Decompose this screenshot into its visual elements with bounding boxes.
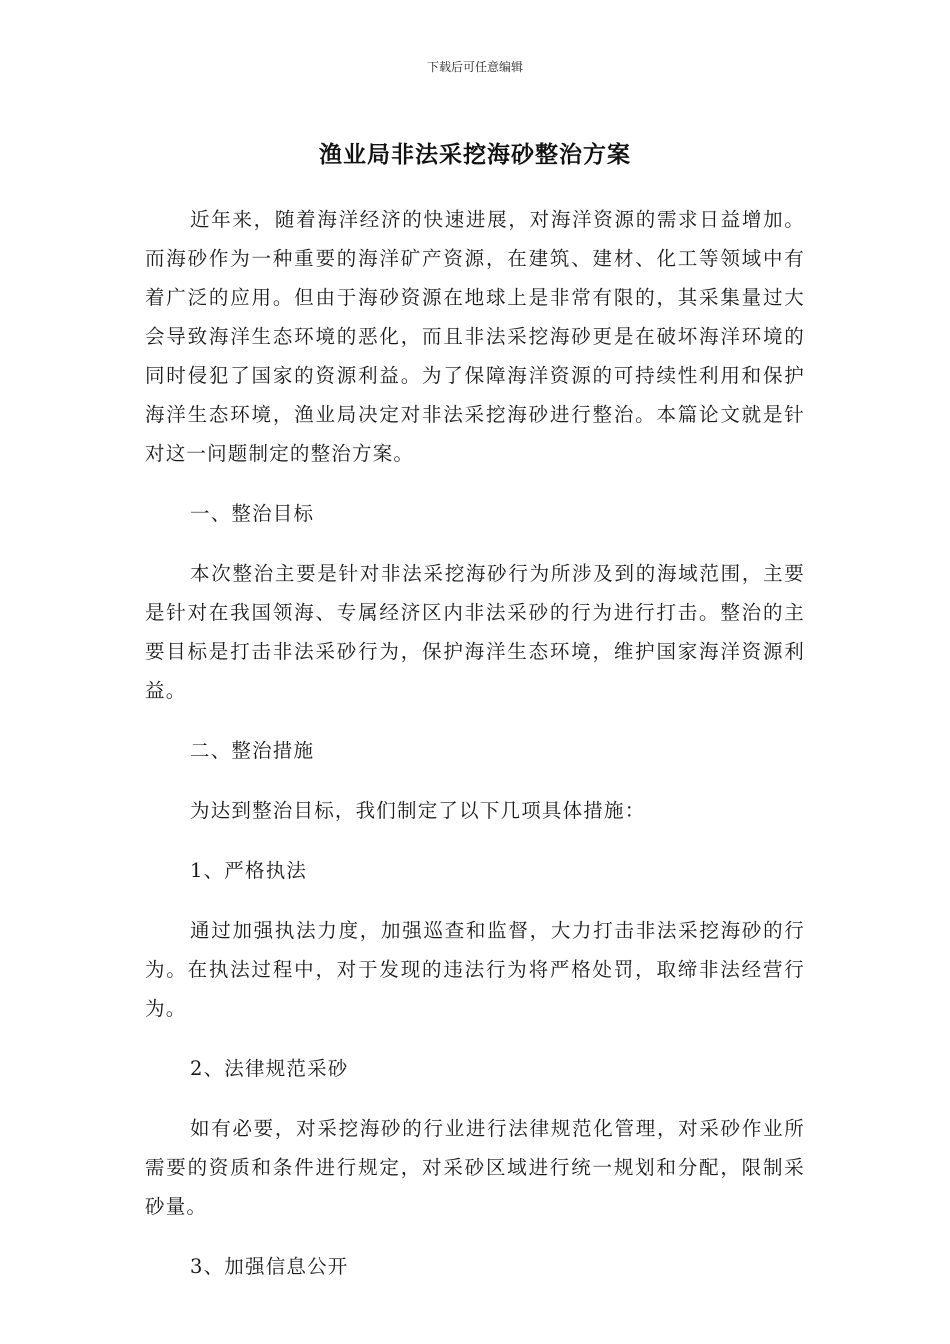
subheading-strict-enforcement: 1、严格执法	[190, 859, 308, 882]
regulation-paragraph: 如有必要，对采挖海砂的行业进行法律规范化管理，对采砂作业所需要的资质和条件进行规定，对采砂区域进行统一规划和分配，限制采砂量。	[145, 1117, 805, 1218]
enforcement-paragraph: 通过加强执法力度，加强巡查和监督，大力打击非法采挖海砂的行为。在执法过程中，对于发现的违法行为将严格处罚，取缔非法经营行为。	[145, 919, 805, 1020]
subheading-legal-regulation: 2、法律规范采砂	[190, 1057, 349, 1080]
subheading-information-disclosure: 3、加强信息公开	[190, 1255, 349, 1278]
header-note: 下载后可任意编辑	[426, 60, 523, 74]
section-heading-goals: 一、整治目标	[190, 502, 315, 525]
document-body	[145, 200, 805, 1286]
document-title: 渔业局非法采挖海砂整治方案	[319, 142, 631, 168]
measures-intro-paragraph: 为达到整治目标，我们制定了以下几项具体措施：	[190, 799, 646, 822]
intro-paragraph: 近年来，随着海洋经济的快速进展，对海洋资源的需求日益增加。而海砂作为一种重要的海洋矿产资源，在建筑、建材、化工等领域中有着广泛的应用。但由于海砂资源在地球上是非常有限的，其采集量过大会导致海洋生态环境的恶化，而且非法采挖海砂更是在破坏海洋环境的同时侵犯了国家的资源利益。为了保障海洋资源的可持续性利用和保护海洋生态环境，渔业局决定对非法采挖海砂进行整治。本篇论文就是针对这一问题制定的整治方案。	[145, 208, 805, 465]
goals-paragraph: 本次整治主要是针对非法采挖海砂行为所涉及到的海域范围，主要是针对在我国领海、专属经济区内非法采砂的行为进行打击。整治的主要目标是打击非法采砂行为，保护海洋生态环境，维护国家海洋资源利益。	[145, 562, 805, 702]
section-heading-measures: 二、整治措施	[190, 739, 315, 762]
